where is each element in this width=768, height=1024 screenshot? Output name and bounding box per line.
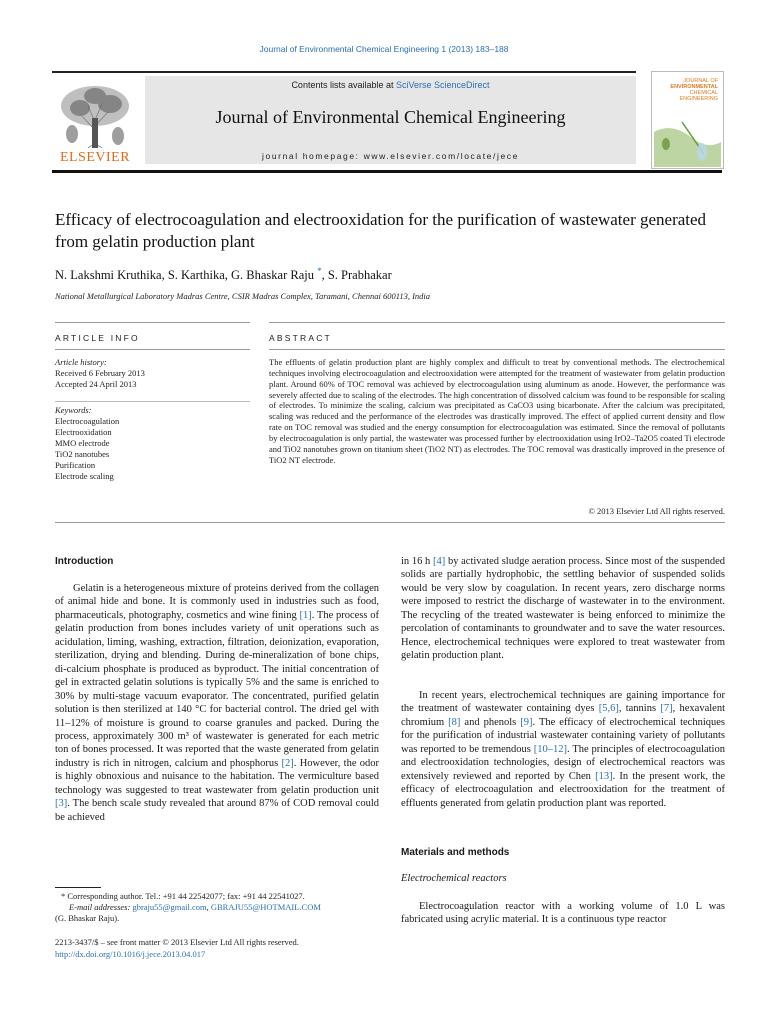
intro-heading: Introduction — [55, 556, 114, 567]
citation-link[interactable]: [10–12] — [533, 743, 568, 755]
contents-line — [145, 80, 636, 90]
author-list — [55, 266, 715, 283]
text-run: . The efficacy of electrochemical techniques for the purification of industrial wastewater containing variety of pollutants was reported to be tremendous — [401, 716, 726, 755]
keyword-item: TiO2 nanotubes — [55, 449, 110, 459]
intro-paragraph-2 — [401, 689, 725, 810]
article-info-heading: ARTICLE INFO — [55, 333, 140, 343]
header-rule — [52, 71, 636, 73]
corresponding-author-footnote — [55, 891, 379, 924]
keyword-item: Purification — [55, 460, 96, 470]
corresponding-author-mark[interactable]: * — [317, 266, 322, 276]
article-info-rule-2 — [55, 349, 250, 350]
footnote-contact: * Corresponding author. Tel.: +91 44 22542077; fax: +91 44 22541027. — [61, 891, 305, 901]
history-label: Article history: — [55, 357, 107, 367]
intro-paragraph-continued — [401, 555, 725, 663]
issn-block — [55, 936, 379, 960]
article-history — [55, 357, 250, 390]
keywords-label: Keywords: — [55, 405, 92, 415]
text-run: in 16 h — [401, 556, 433, 567]
cover-title — [656, 78, 718, 102]
authors-after-star: , S. Prabhakar — [321, 268, 392, 283]
cover-title-line: ENGINEERING — [679, 96, 718, 102]
publisher-wordmark: ELSEVIER — [59, 150, 131, 165]
cover-title-line: ENVIRONMENTAL — [670, 84, 718, 90]
text-run: . However, the odor is highly obnoxious and nuisance to the habitation. The vermiculture based technology was suggested to treat wastewater from gelatin production unit — [55, 757, 380, 796]
paper-title: Efficacy of electrocoagulation and electrooxidation for the purification of wastewater generated from gelatin production plant — [55, 210, 707, 251]
sciencedirect-link[interactable]: SciVerse ScienceDirect — [396, 80, 490, 90]
text-run: . In the present work, the efficacy of electrocoagulation and electrooxidation for the treatment of effluents generated from gelatin production plant was reported. — [401, 770, 725, 809]
abstract-end-rule — [55, 522, 725, 523]
email-separator: , — [206, 902, 211, 912]
received-date: Received 6 February 2013 — [55, 368, 145, 378]
text-run: . The principles of electrocoagulation and electrooxidation technologies, design of electrochemical reactors was extensively reviewed and reported by Chen — [401, 743, 725, 782]
keyword-item: Electrocoagulation — [55, 416, 120, 426]
email-link[interactable]: GBRAJU55@HOTMAIL.COM — [210, 902, 321, 912]
text-run: In recent years, electrochemical techniques are gaining importance for the treatment of wastewater containing dyes — [401, 690, 725, 715]
footnote-name: (G. Bhaskar Raju). — [55, 913, 120, 923]
methods-heading: Materials and methods — [401, 847, 510, 858]
journal-citation[interactable]: Journal of Environmental Chemical Engineering 1 (2013) 183–188 — [259, 44, 509, 54]
abstract-rule-2 — [269, 349, 725, 350]
cover-title-line: CHEMICAL — [689, 90, 718, 96]
text-run: . The process of gelatin production from bones includes variety of unit operations such as acidulation, liming, washing, extraction, filtration, deionization, evaporation, sterilization, drying and blending. During de-mineralization of bone chips, di-calcium phosphate is produced as byproduct. The initial concentration of gel in extracted gelatin solutions is typically 5% and the same is enriched to 30% by multi-stage vacuum evaporator. The concentrated, purified gelatin solution is then sterilized at 140 °C for bacterial control. The dried gel with 11–12% of moisture is ground to coarse granules and packed. During the process, approximately 300 m³ of wastewater is generated for each metric ton of bones processed. It was reported that the waste generated from gelatin industry is rich in nitrogen, calcium and phosphorus — [55, 609, 379, 769]
header-thick-rule — [52, 170, 722, 173]
citation-link[interactable]: [9] — [520, 716, 533, 728]
affiliation: National Metallurgical Laboratory Madras Centre, CSIR Madras Complex, Taramani, Chennai 600113, India — [55, 291, 431, 301]
keyword-item: Electrode scaling — [55, 471, 114, 481]
accepted-date: Accepted 24 April 2013 — [55, 379, 137, 389]
abstract-rule — [269, 322, 725, 323]
issn-line: 2213-3437/$ – see front matter © 2013 Elsevier Ltd All rights reserved. — [55, 937, 299, 947]
abstract-heading: ABSTRACT — [269, 333, 332, 343]
citation-link[interactable]: [8] — [448, 716, 461, 728]
citation-link[interactable]: [1] — [299, 609, 312, 621]
keyword-item: Electrooxidation — [55, 427, 112, 437]
journal-title: Journal of Environmental Chemical Engineering — [215, 107, 566, 127]
citation-link[interactable]: [2] — [281, 757, 294, 769]
citation-link[interactable]: [13] — [595, 770, 613, 782]
citation-link[interactable]: [3] — [55, 798, 68, 810]
intro-paragraph — [55, 582, 379, 824]
abstract-copyright: © 2013 Elsevier Ltd All rights reserved. — [588, 506, 725, 516]
doi-link[interactable]: http://dx.doi.org/10.1016/j.jece.2013.04.017 — [55, 949, 206, 959]
keywords-rule — [55, 401, 250, 402]
contents-prefix: Contents lists available at — [291, 80, 396, 90]
footnote-email-line — [55, 902, 379, 913]
cover-title-line: JOURNAL OF — [683, 78, 718, 84]
article-info-rule — [55, 322, 250, 323]
citation-link[interactable]: [4] — [433, 556, 446, 567]
footnote-rule — [55, 887, 101, 888]
text-run: by activated sludge aeration process. Since most of the suspended solids are partially hydrophobic, the settling behavior of suspended solids would be very slow by coagulation. In recent years, zero discharge norms were imposed to restrict the discharge of wastewater in to the environment. The recycling of the treated wastewater is being enforced to minimize the percolation of contaminants to groundwater and to save the water resources. Hence, electrochemical techniques were explored to treat wastewater from gelatin production plant. — [401, 556, 725, 662]
reactors-subheading: Electrochemical reactors — [401, 873, 507, 884]
authors-before-star: N. Lakshmi Kruthika, S. Karthika, G. Bhaskar Raju — [55, 268, 314, 283]
methods-paragraph: Electrocoagulation reactor with a working volume of 1.0 L was fabricated using acrylic material. It is a continuous type reactor — [401, 901, 725, 926]
keywords-block — [55, 405, 250, 482]
keyword-item: MMO electrode — [55, 438, 110, 448]
email-label: E-mail addresses: — [69, 902, 133, 912]
text-run: Gelatin is a heterogeneous mixture of proteins derived from the collagen of animal hide and bone. It is commonly used in industries such as food, pharmaceuticals, photography, cosmetics and wine fining — [55, 583, 379, 621]
citation-link[interactable]: [5,6] — [598, 703, 619, 715]
text-run: , hexavalent chromium — [401, 703, 725, 728]
text-run: , tannins — [618, 703, 661, 715]
email-link[interactable]: gbraju55@gmail.com — [132, 902, 207, 912]
citation-link[interactable]: [7] — [660, 703, 673, 715]
journal-homepage[interactable]: journal homepage: www.elsevier.com/locate/jece — [262, 151, 519, 161]
text-run: . The bench scale study revealed that around 87% of COD removal could be achieved — [55, 798, 379, 823]
abstract-text: The effluents of gelatin production plant are highly complex and difficult to treat by conventional methods. The electrochemical techniques involving electrocoagulation and electrooxidation were attempted for the treatment of wastewater from gelatin production plant. Around 60% of TOC removal was achieved by electrocoagulation using aluminum as anode. However, the performance was severely affected due to scaling of the electrodes. The high concentration of dissolved calcium was found to be responsible for scaling of electrodes. To minimize the scaling, calcium was precipitated as CaCO3 using bicarbonate. After the calcium was precipitated, scaling was reduced and the performance of the electrodes was drastically improved. The effect of applied current density and flow rate on TOC removal was studied and the energy consumption for electrocoagulation was estimated. Since the removal of pollutants by electrocoagulation is only partial, the wastewater was processed further by electrooxidation using IrO2–Ta2O5 coated Ti electrode and TiO2 nanotubes grown on titanium sheet (TiO2 NT) as electrodes. The TOC removal was drastically improved in the presence of TiO2 NT electrode. — [269, 357, 725, 465]
text-run: and phenols — [460, 716, 521, 728]
